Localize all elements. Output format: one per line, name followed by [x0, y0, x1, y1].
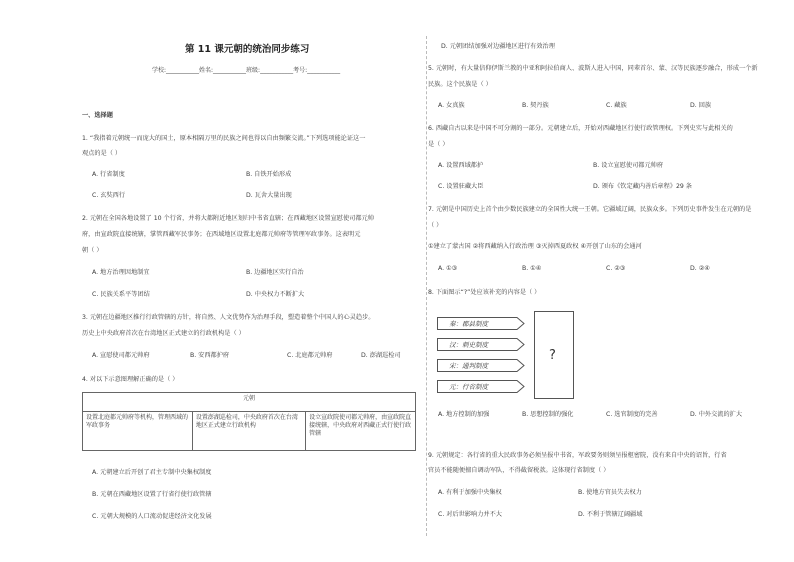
q4-option-a[interactable]: A. 元朝建立后开创了君主专制中央集权制度	[92, 469, 212, 476]
q6-stem: 6. 西藏自古以来是中国不可分割的一部分。元朝建立后，开始对西藏地区行使行政管理权。下列史实与此相关的	[428, 125, 733, 132]
q1-option-a[interactable]: A. 行省制度	[92, 171, 125, 178]
q6-option-b[interactable]: B. 设立宣慰使司都元帅府	[593, 162, 664, 169]
q8-option-b[interactable]: B. 思想控制的强化	[522, 411, 574, 418]
q9-option-d[interactable]: D. 不利于管辖辽阔疆域	[578, 511, 643, 518]
section-heading: 一、选择题	[82, 112, 113, 119]
q3-option-c[interactable]: C. 北庭都元帅府	[287, 352, 333, 359]
q7-option-a[interactable]: A. ①③	[438, 265, 458, 272]
q9-option-a[interactable]: A. 有利于加强中央集权	[438, 489, 502, 496]
q5-stem: 民族。这个民族是（ ）	[428, 81, 492, 88]
q8-system-row: 元：行省制度	[437, 380, 525, 393]
q2-option-a[interactable]: A. 地方治理因地制宜	[92, 269, 150, 276]
q2-stem: 2. 元朝在全国各地设置了 10 个行省，并将大都附近地区划归中书省直辖；在西藏地区设置宣慰使司都元帅	[82, 215, 374, 222]
q6-stem: 是（ ）	[428, 141, 449, 148]
q7-option-c[interactable]: C. ②③	[606, 265, 626, 272]
q8-system-row: 宋：通判制度	[437, 359, 525, 372]
q2-stem: 朝（ ）	[82, 247, 103, 254]
q7-option-b[interactable]: B. ①④	[522, 265, 542, 272]
q5-option-a[interactable]: A. 女真族	[438, 102, 465, 109]
q6-option-a[interactable]: A. 设置西域都护	[438, 162, 484, 169]
q1-option-d[interactable]: D. 瓦舍大量出现	[246, 192, 292, 199]
yuan-dynasty-table	[82, 392, 416, 451]
q1-stem: 观点的是（ ）	[82, 150, 122, 157]
q5-option-d[interactable]: D. 回族	[690, 102, 712, 109]
q3-option-a[interactable]: A. 宣慰使司都元帅府	[92, 352, 150, 359]
q8-system-row: 秦：郡县制度	[437, 317, 525, 330]
q9-option-b[interactable]: B. 使地方官员失去权力	[578, 489, 642, 496]
q2-option-d[interactable]: D. 中央权力不断扩大	[246, 291, 305, 298]
page-title: 第 11 课元朝的统治同步练习	[185, 44, 310, 55]
q8-option-a[interactable]: A. 地方控制的加强	[438, 411, 490, 418]
q5-option-c[interactable]: C. 藏族	[606, 102, 627, 109]
q8-system-row: 汉：刺史制度	[437, 338, 525, 351]
q5-stem: 5. 元朝时，有大量信仰伊斯兰教的中亚和阿拉伯商人、波斯人进入中国，同辈首尔、蒙、汉等民族逐步融合，形成一个新	[428, 65, 758, 72]
q7-items: ①建立了蒙古国 ②将西藏纳入行政治理 ③灭掉西夏政权 ④开创了山东的会通河	[428, 243, 642, 250]
q1-option-b[interactable]: B. 自铁开始形成	[246, 171, 292, 178]
q3-option-b[interactable]: B. 安西都护府	[190, 352, 230, 359]
q4-option-d[interactable]: D. 元朝团结加强对边疆地区进行有效治理	[441, 43, 555, 50]
q2-stem: 府，由宣政院直接统辖，掌管西藏军民事务；在西域地区设置北庭都元帅府等管理军政事务。这表明元	[82, 231, 361, 238]
q3-stem: 3. 元朝在边疆地区推行行政管辖的方针，将自然、人文优势作为治理手段，塑造着整个中国人的心灵趋步。	[82, 314, 375, 321]
q2-option-b[interactable]: B. 边疆地区实行自治	[246, 269, 304, 276]
q8-option-d[interactable]: D. 中外交流的扩大	[690, 411, 743, 418]
q5-option-b[interactable]: B. 契丹族	[522, 102, 549, 109]
q6-option-c[interactable]: C. 设置驻藏大臣	[438, 183, 484, 190]
q8-stem: 8. 下面图示“?”处应该补充的内容是（ ）	[428, 289, 541, 296]
table-cell: 设立宣政院使司都元帅府，由宣政院直接统辖，中央政府对西藏正式行使行政管辖	[306, 412, 416, 451]
table-header: 元朝	[83, 393, 416, 412]
student-info-line: 学校:___________姓名:___________班级:___________考号:___________	[152, 67, 341, 74]
column-divider	[426, 36, 427, 536]
table-cell: 设置北庭都元帅府等机构，管理西域的军政事务	[83, 412, 193, 451]
q8-option-c[interactable]: C. 选官制度的完善	[606, 411, 658, 418]
q6-option-d[interactable]: D. 颁布《钦定藏内善后章程》29 条	[593, 183, 692, 190]
q7-stem: （ ）	[428, 222, 443, 229]
q4-stem: 4. 对以下示意图理解正确的是（ ）	[82, 376, 179, 383]
q1-stem: 1. “我指着元朝统一而庞大的国土，原本相隔万里的民族之间也得以自由频繁交流。”下列选项能论证这一	[82, 135, 366, 142]
q2-option-c[interactable]: C. 民族关系平等团结	[92, 291, 150, 298]
q4-option-b[interactable]: B. 元朝在西藏地区设置了行省行使行政管辖	[92, 491, 212, 498]
q3-option-d[interactable]: D. 澎湖巡检司	[361, 352, 401, 359]
table-cell: 设置澎湖巡检司，中央政府首次在台湾地区正式建立行政机构	[192, 412, 305, 451]
q7-option-d[interactable]: D. ②④	[690, 265, 710, 272]
q9-stem: 官员不能随便擅自调动军队，不得截留税款。这体现行省制度（ ）	[428, 467, 610, 474]
q1-option-c[interactable]: C. 玄奘西行	[92, 192, 126, 199]
question-mark: ?	[549, 348, 556, 363]
q9-stem: 9. 元朝规定：各行省的重大民政事务必须呈报中书省，军政要务则须呈报枢密院，没有来自中央的诏旨，行省	[428, 452, 727, 459]
q9-option-c[interactable]: C. 对后世影响力并不大	[438, 511, 502, 518]
q8-answer-box	[534, 311, 574, 399]
q4-option-c[interactable]: C. 元朝大规模的人口流动促进经济文化发展	[92, 513, 212, 520]
q3-stem: 历史上中央政府首次在台湾地区正式建立的行政机构是（ ）	[82, 330, 245, 337]
q7-stem: 7. 元朝是中国历史上首个由少数民族建立的全国性大统一王朝。它疆域辽阔，民族众多。下列历史事件发生在元朝的是	[428, 206, 752, 213]
